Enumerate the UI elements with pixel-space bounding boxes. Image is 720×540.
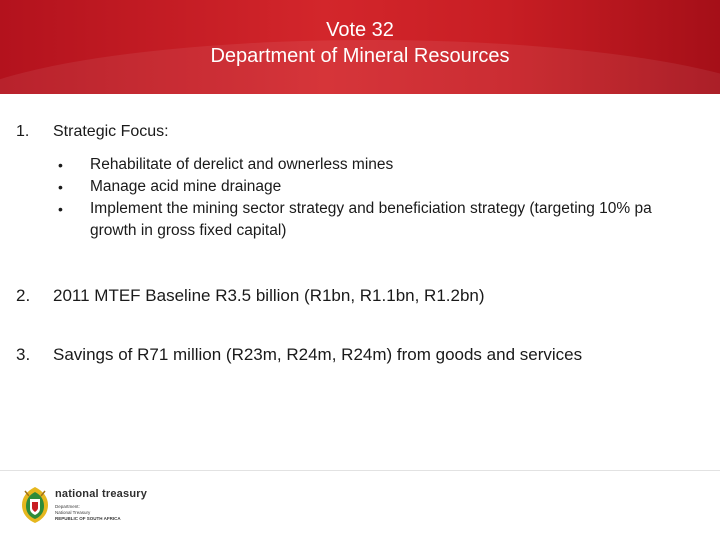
bullet-list <box>58 154 698 242</box>
footer-divider <box>0 470 720 471</box>
list-item <box>16 286 485 306</box>
brand-line-treasury: National Treasury <box>55 510 91 515</box>
brand-name: national treasury <box>55 488 148 500</box>
coat-of-arms-icon <box>17 485 53 525</box>
bullet-text: Manage acid mine drainage <box>90 178 282 195</box>
list-item <box>16 123 169 141</box>
bullet-icon: • <box>58 201 63 217</box>
slide-title-line2: Department of Mineral Resources <box>210 45 510 67</box>
brand-line-department: Department: <box>55 504 80 509</box>
slide-title-line1: Vote 32 <box>326 19 394 41</box>
item-number: 3. <box>16 345 31 364</box>
bullet-item <box>58 198 698 242</box>
item-number: 2. <box>16 286 31 305</box>
bullet-item <box>58 154 698 176</box>
bullet-text: Rehabilitate of derelict and ownerless mines <box>90 156 394 173</box>
bullet-item <box>58 176 698 198</box>
list-item <box>16 345 582 365</box>
brand-line-republic: REPUBLIC OF SOUTH AFRICA <box>55 516 121 521</box>
item-number: 1. <box>16 123 30 140</box>
bullet-text: Implement the mining sector strategy and beneficiation strategy (targeting 10% pa growth in gross fixed capital) <box>90 200 652 239</box>
item-text: Strategic Focus: <box>53 123 169 140</box>
bullet-icon: • <box>58 179 63 195</box>
bullet-icon: • <box>58 157 63 173</box>
item-text: 2011 MTEF Baseline R3.5 billion (R1bn, R1.1bn, R1.2bn) <box>53 286 485 305</box>
item-text: Savings of R71 million (R23m, R24m, R24m) from goods and services <box>53 345 583 364</box>
